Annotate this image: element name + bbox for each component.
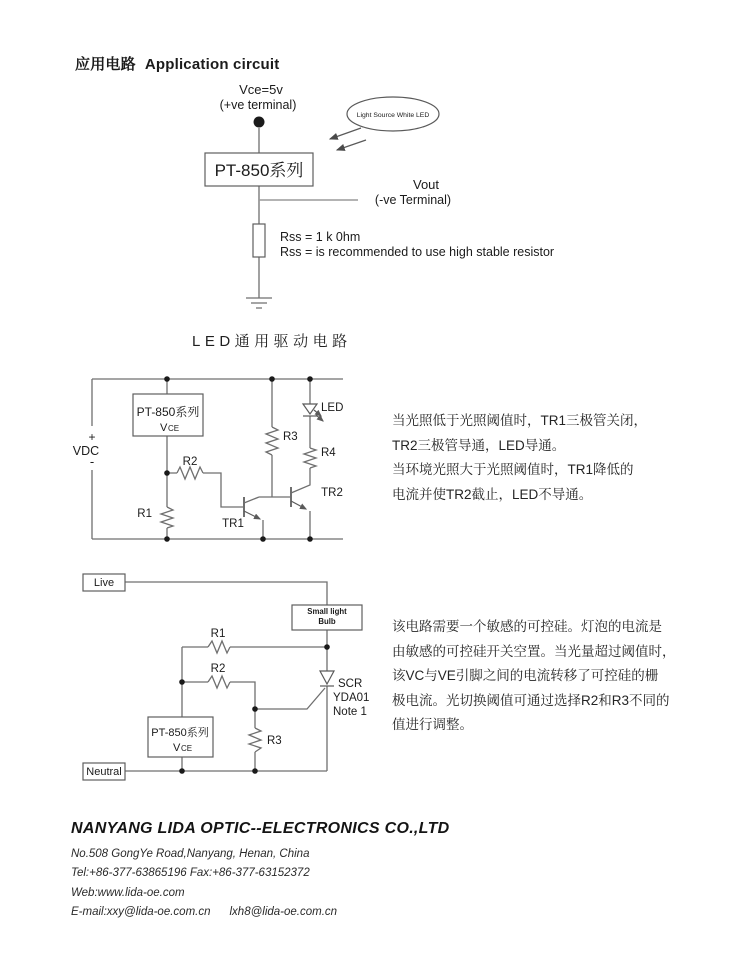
company-footer	[71, 820, 450, 922]
company-address: No.508 GongYe Road,Nanyang, Henan, China	[71, 848, 310, 860]
description-line: 由敏感的可控硅开关空置。当光量超过阈值时，	[392, 643, 676, 659]
scr-triangle-icon	[320, 671, 334, 684]
tr2-label: TR2	[321, 487, 343, 499]
resistor-r1-zigzag	[161, 507, 173, 528]
circuit2-diagram	[73, 376, 344, 542]
vdc-label: VDC	[72, 444, 100, 458]
bulb-label-line1: Small light	[307, 607, 347, 616]
sensor-box-label: PT-850系列	[214, 161, 304, 180]
resistor-r4-zigzag	[304, 448, 316, 468]
description-line: 极电流。光切换阈值可通过选择R2和R3不同的	[392, 692, 670, 708]
vdc-plus-label: +	[88, 430, 96, 444]
r2-label: R2	[182, 456, 198, 468]
neutral-label: Neutral	[86, 766, 122, 778]
page-title-zh: 应用电路	[75, 56, 136, 73]
circuit1-diagram	[205, 82, 554, 308]
circuit2-description	[392, 409, 647, 507]
circuit2-wires	[89, 379, 343, 539]
page-title-en: Application circuit	[144, 56, 280, 73]
section2-heading: LED通用驱动电路	[192, 333, 352, 350]
supply-voltage-label: Vce=5v	[239, 82, 283, 97]
vout-label: Vout	[412, 177, 440, 192]
sensor-box-3-v: V	[173, 742, 181, 754]
scr-note-label: Note 1	[333, 706, 367, 718]
resistor3-r3-zigzag	[249, 728, 261, 752]
vdc-minus-label: -	[89, 454, 95, 469]
company-contact-block	[71, 845, 450, 922]
resistor3-r1-zigzag	[208, 641, 230, 653]
scr-model-label: YDA01	[333, 692, 370, 704]
company-web: Web:www.lida-oe.com	[71, 886, 185, 899]
description-line: 该VC与VE引脚之间的电流转移了可控硅的栅	[392, 668, 659, 683]
company-name: NANYANG LIDA OPTIC--ELECTRONICS CO.,LTD	[71, 820, 450, 837]
tr1-emitter-arrow	[244, 511, 260, 519]
r1-label-c3: R1	[210, 628, 226, 640]
r2-label-c3: R2	[210, 663, 226, 675]
live-label: Live	[93, 577, 115, 589]
description-line: 电流并使TR2截止，LED不导通。	[392, 486, 593, 502]
rss-resistor	[253, 224, 265, 257]
company-tel-fax: Tel:+86-377-63865196 Fax:+86-377-63152372	[71, 867, 310, 880]
company-email-2: lxh8@lida-oe.com.cn	[229, 905, 338, 918]
resistor-r3-zigzag	[266, 427, 278, 455]
positive-terminal-label: (+ve terminal)	[219, 98, 297, 112]
negative-terminal-label: (-ve Terminal)	[374, 193, 452, 207]
description-line: 该电路需要一个敏感的可控硅。灯泡的电流是	[392, 619, 662, 634]
r3-label: R3	[283, 431, 298, 443]
rss-note-label: Rss = is recommended to use high stable resistor	[280, 245, 555, 259]
sensor-box-2-ce: CE	[168, 424, 180, 433]
description-line: 当环境光照大于光照阈值时，TR1降低的	[392, 462, 634, 477]
company-email-1: E-mail:xxy@lida-oe.com.cn	[71, 905, 211, 918]
scr-label: SCR	[338, 678, 363, 690]
description-line: 当光照低于光照阈值时，TR1三极管关闭，	[392, 413, 648, 428]
tr2-emitter-arrow	[291, 501, 306, 509]
transistor-base-bars	[244, 487, 291, 517]
sensor-box-3-label: PT-850系列	[151, 727, 209, 739]
description-line: 值进行调整。	[392, 717, 473, 732]
tr1-label: TR1	[222, 518, 244, 530]
circuit3-diagram	[83, 574, 369, 780]
light-rays-arrows	[330, 128, 366, 150]
bulb-label-line2: Bulb	[318, 617, 336, 626]
light-source-label: Light Source White LED	[356, 112, 430, 119]
company-emails	[71, 903, 450, 922]
circuit3-description	[392, 615, 676, 738]
resistor-r2-zigzag	[177, 467, 203, 479]
sensor-box-2-v: V	[160, 422, 168, 434]
ground-icon	[246, 298, 272, 308]
led-label: LED	[321, 402, 344, 414]
resistor3-r2-zigzag	[208, 676, 230, 688]
sensor-box-2-label: PT-850系列	[136, 405, 200, 419]
r4-label: R4	[321, 447, 336, 459]
rss-value-label: Rss = 1 k 0hm	[280, 230, 361, 244]
description-line: TR2三极管导通，LED导通。	[392, 437, 566, 453]
r1-label: R1	[137, 508, 152, 520]
r3-label-c3: R3	[267, 735, 282, 747]
led-triangle-icon	[303, 404, 317, 414]
supply-node-dot	[254, 117, 265, 128]
sensor-box-3-ce: CE	[181, 744, 193, 753]
